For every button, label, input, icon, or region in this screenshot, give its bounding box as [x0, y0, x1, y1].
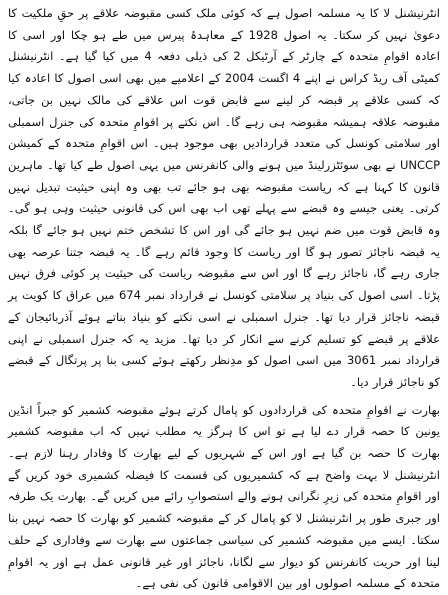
- article-paragraph-2: بھارت نے اقوامِ متحدہ کی قراردادوں کو پامال کرتے ہوئے مقبوضہ کشمیر کو جبراً انڈین یونین کا حصہ قرار دے لیا ہے تو اس کا ہرگز یہ مطلب نہیں کہ اب مقبوضہ کشمیر بھارت کا حصہ بن گیا ہے اور اس کے شہریوں کے لیے بھارت کا وفادار رہنا لازم ہے۔ انٹرنیشنل لا بہت واضح ہے کہ کشمیریوں کی قسمت کا فیصلہ کشمیری خود کریں گے اور اقوامِ متحدہ کی زیرِ نگرانی ہونے والے استصوابِ رائے میں کریں گے۔ بھارت یک طرفہ اور جبری طور پر انٹرنیشنل لا کو پامال کر کے مقبوضہ کشمیر کو بھارت کا حصہ نہیں بنا سکتا۔ ایسے میں مقبوضہ کشمیر کی سیاسی جماعتوں سے بھارت سے وفاداری کے حلف لینا اور حریت کانفرنس کو دیوار سے لگانا، ناجائز اور غیر قانونی عمل ہے اور یہ اقوامِ متحدہ کے مسلمہ اصولوں اور بین الاقوامی قانون کی نفی ہے۔: [8, 402, 440, 591]
- article-paragraph-1: انٹرنیشنل لا کا یہ مسلمہ اصول ہے کہ کوئی ملک کسی مقبوضہ علاقے پر حقِ ملکیت کا دعویٰ نہیں کر سکتا۔ یہ اصول 1928 کے معاہدۂ پیرس میں طے ہو چکا اور اسی کا اعادہ اقوامِ متحدہ کے چارٹر کے آرٹیکل 2 کی ذیلی دفعہ 4 میں کیا گیا ہے۔ انٹرنیشنل کمیٹی آف ریڈ کراس نے اپنے 4 اگست 2004 کے اعلامیے میں بھی اسی اصول کا اعادہ کیا کہ کسی علاقے پر قبضہ کر لینے سے قابض قوت اس علاقے کی مالک نہیں بن جاتی، مقبوضہ علاقہ ہمیشہ مقبوضہ ہی رہے گا۔ اس نکتے پر اقوامِ متحدہ کی جنرل اسمبلی اور سلامتی کونسل کی متعدد قراردادیں بھی موجود ہیں۔ اس اقوامِ متحدہ کے کمیشن UNCCP نے بھی سوئٹزرلینڈ میں ہونے والی کانفرنس میں یہی اصول طے کیا تھا۔ ماہرین قانون کا کہنا ہے کہ ریاست مقبوضہ بھی ہو جائے تب بھی وہ اپنی حیثیت تبدیل نہیں کرتی۔ یعنی جیسے وہ قبضے سے پہلے تھی اب بھی اس کی قانونی حیثیت وہی ہو گی۔ وہ قابض قوت میں ضم نہیں ہو جائے گی اور اس کا تشخص ختم نہیں ہو جائے گا بلکہ یہ قبضہ ناجائز تصور ہو گا اور ریاست کا وجود قائم رہے گا۔ یہ قبضہ جتنا عرصہ بھی جاری رہے گا، ناجائز رہے گا اور اس سے مقبوضہ ریاست کی حیثیت پر کوئی فرق نہیں پڑتا۔ اسی اصول کی بنیاد پر سلامتی کونسل نے قرارداد نمبر 674 میں عراق کا کویت پر قبضہ ناجائز قرار دیا تھا۔ جنرل اسمبلی نے اسی نکتے کو بنیاد بناتے ہوئے آذربائیجان کے علاقے پر قبضے کو تسلیم کرنے سے انکار کر دیا تھا۔ مزید یہ کہ جنرل اسمبلی نے اپنی قرارداد نمبر 3061 میں اسی اصول کو مدِنظر رکھتے ہوئے کسی بنا پر پرتگال کے قبضے کو ناجائز قرار دیا۔: [8, 6, 440, 389]
